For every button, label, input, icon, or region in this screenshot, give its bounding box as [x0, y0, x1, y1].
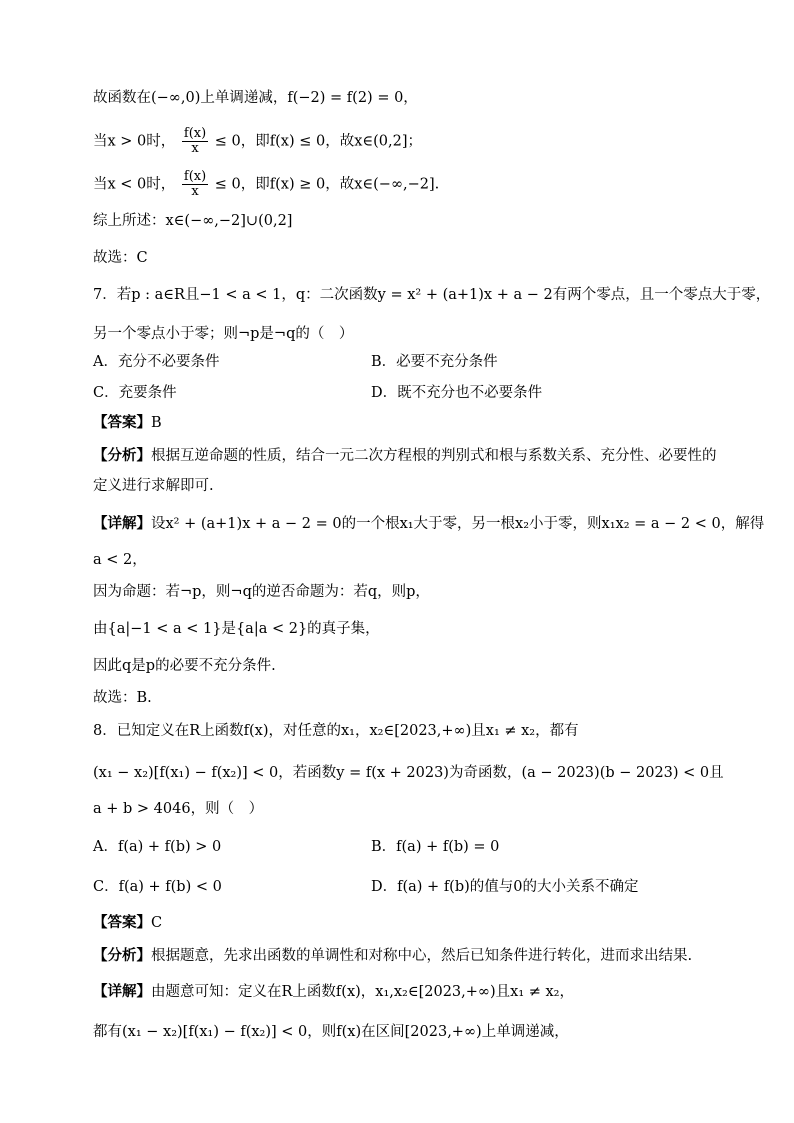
- text-line: [93, 170, 439, 199]
- text-segment: ≤ 0，即f(x) ≤ 0，故x∈(0,2]；: [214, 133, 423, 150]
- question-7-stem: 7．若p : a∈R且−1 < a < 1，q：二次函数y = x² + (a+1)x + a − 2有两个零点，且一个零点大于零，: [93, 287, 771, 303]
- fraction-numerator: f(x): [183, 169, 207, 184]
- detail-7: [93, 514, 764, 534]
- fraction: [182, 127, 208, 156]
- fraction-denominator: x: [191, 184, 199, 199]
- text-line: 故选：C: [93, 250, 148, 266]
- question-7-option-d: D．既不充分也不必要条件: [371, 385, 543, 401]
- question-7-option-b: B．必要不充分条件: [371, 354, 498, 370]
- analysis-8: [93, 946, 692, 966]
- question-8-option-b: B．f(a) + f(b) = 0: [371, 839, 500, 855]
- fraction: [182, 170, 208, 199]
- question-8-stem: (x₁ − x₂)[f(x₁) − f(x₂)] < 0，若函数y = f(x + 2023)为奇函数，(a − 2023)(b − 2023) < 0且: [93, 765, 724, 781]
- detail-text: 由题意可知：定义在R上函数f(x)，x₁,x₂∈[2023,+∞)且x₁ ≠ x₂，: [151, 984, 574, 1000]
- question-8-stem: 8．已知定义在R上函数f(x)，对任意的x₁，x₂∈[2023,+∞)且x₁ ≠ x₂，都有: [93, 723, 579, 739]
- question-8-option-d: D．f(a) + f(b)的值与0的大小关系不确定: [371, 879, 639, 895]
- detail-8-cont: 都有(x₁ − x₂)[f(x₁) − f(x₂)] < 0，则f(x)在区间[2023,+∞)上单调递减，: [93, 1024, 569, 1040]
- text-segment: 当x > 0时，: [93, 133, 176, 150]
- question-7-option-c: C．充要条件: [93, 385, 177, 401]
- answer-value: B: [151, 415, 162, 431]
- answer-value: C: [151, 915, 163, 931]
- analysis-tag: 【分析】: [93, 947, 151, 964]
- answer-7: [93, 413, 162, 433]
- detail-7-cont: a < 2，: [93, 552, 147, 568]
- answer-8: [93, 913, 162, 933]
- question-7-stem: 另一个零点小于零；则¬p是¬q的（ ）: [93, 326, 354, 342]
- text-line: [93, 127, 422, 156]
- detail-tag: 【详解】: [93, 515, 151, 532]
- question-8-option-a: A．f(a) + f(b) > 0: [93, 839, 222, 855]
- text-segment: 当x < 0时，: [93, 176, 176, 193]
- analysis-text: 根据互逆命题的性质，结合一元二次方程根的判别式和根与系数关系、充分性、必要性的: [151, 448, 717, 464]
- detail-tag: 【详解】: [93, 983, 151, 1000]
- analysis-tag: 【分析】: [93, 447, 151, 464]
- question-8-option-c: C．f(a) + f(b) < 0: [93, 879, 222, 895]
- question-7-option-a: A．充分不必要条件: [93, 354, 220, 370]
- fraction-denominator: x: [191, 141, 199, 156]
- detail-7-cont: 故选：B.: [93, 690, 152, 706]
- text-line: 综上所述：x∈(−∞,−2]∪(0,2]: [93, 213, 293, 229]
- analysis-7-cont: 定义进行求解即可.: [93, 478, 214, 494]
- detail-7-cont: 因为命题：若¬p，则¬q的逆否命题为：若q，则p，: [93, 584, 430, 600]
- text-line: 故函数在(−∞,0)上单调递减，f(−2) = f(2) = 0，: [93, 90, 418, 106]
- answer-tag: 【答案】: [93, 414, 151, 431]
- answer-tag: 【答案】: [93, 914, 151, 931]
- detail-8: [93, 982, 574, 1002]
- analysis-7: [93, 446, 717, 466]
- analysis-text: 根据题意，先求出函数的单调性和对称中心，然后已知条件进行转化，进而求出结果.: [151, 948, 693, 964]
- detail-7-cont: 因此q是p的必要不充分条件.: [93, 658, 276, 674]
- question-8-stem: a + b > 4046，则（ ）: [93, 801, 264, 817]
- fraction-numerator: f(x): [183, 126, 207, 141]
- detail-7-cont: 由{a|−1 < a < 1}是{a|a < 2}的真子集，: [93, 621, 380, 637]
- text-segment: ≤ 0，即f(x) ≥ 0，故x∈(−∞,−2].: [214, 176, 440, 193]
- detail-text: 设x² + (a+1)x + a − 2 = 0的一个根x₁大于零，另一根x₂小于零，则x₁x₂ = a − 2 < 0，解得: [151, 516, 765, 532]
